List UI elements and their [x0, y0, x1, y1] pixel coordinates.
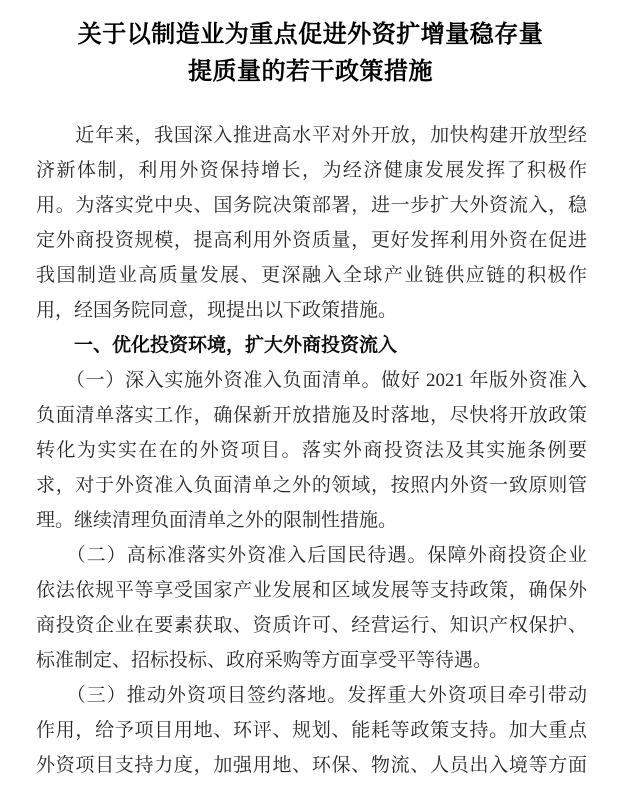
heading-line: 一、优化投资环境，扩大外商投资流入	[36, 335, 398, 356]
text-line: 济新体制，利用外资保持增长，为经济健康发展发挥了积极作	[36, 160, 587, 181]
text-line: 外资项目支持力度，加强用地、环保、物流、人员出入境等方面	[36, 755, 587, 776]
text-line: 转化为实实在在的外资项目。落实外商投资法及其实施条例要	[36, 440, 587, 461]
document-title-line-2: 提质量的若干政策措施	[188, 58, 433, 85]
text-line: （一）深入实施外资准入负面清单。做好 2021 年版外资准入	[36, 370, 587, 391]
text-line: 近年来，我国深入推进高水平对外开放，加快构建开放型经	[36, 125, 587, 146]
document-title	[28, 16, 593, 90]
text-line: （二）高标准落实外资准入后国民待遇。保障外商投资企业	[36, 545, 587, 566]
section-heading-1	[36, 328, 587, 363]
text-line: 标准制定、招标投标、政府采购等方面享受平等待遇。	[36, 650, 493, 671]
text-line: （三）推动外资项目签约落地。发挥重大外资项目牵引带动	[36, 685, 587, 706]
item-2-paragraph	[36, 538, 587, 678]
text-line: 依法依规平等享受国家产业发展和区域发展等支持政策，确保外	[36, 580, 587, 601]
text-line: 作用，给予项目用地、环评、规划、能耗等政策支持。加大重点	[36, 720, 587, 741]
text-line: 负面清单落实工作，确保新开放措施及时落地，尽快将开放政策	[36, 405, 587, 426]
text-line: 用。为落实党中央、国务院决策部署，进一步扩大外资流入，稳	[36, 195, 587, 216]
text-line: 用，经国务院同意，现提出以下政策措施。	[36, 300, 398, 321]
document-title-line-1: 关于以制造业为重点促进外资扩增量稳存量	[77, 21, 544, 48]
text-line: 定外商投资规模，提高利用外资质量，更好发挥利用外资在促进	[36, 230, 587, 251]
text-line: 商投资企业在要素获取、资质许可、经营运行、知识产权保护、	[36, 615, 587, 636]
text-line: 理。继续清理负面清单之外的限制性措施。	[36, 510, 398, 531]
item-1-paragraph	[36, 363, 587, 538]
text-line: 我国制造业高质量发展、更深融入全球产业链供应链的积极作	[36, 265, 587, 286]
intro-paragraph	[36, 118, 587, 328]
text-line: 求，对于外资准入负面清单之外的领域，按照内外资一致原则管	[36, 475, 587, 496]
item-3-paragraph	[36, 678, 587, 783]
document-body	[36, 118, 587, 783]
